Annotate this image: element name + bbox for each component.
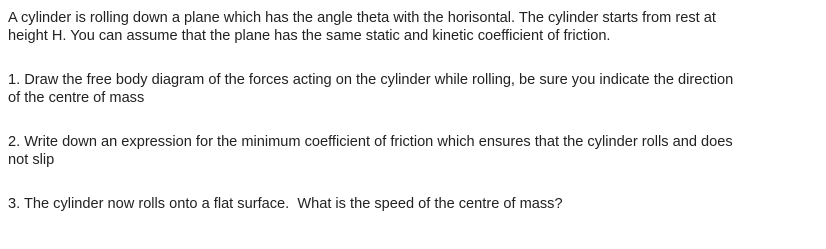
question-1 <box>8 71 820 107</box>
question-1-line-2: of the centre of mass <box>8 90 145 106</box>
problem-intro <box>8 9 820 45</box>
intro-line-1: A cylinder is rolling down a plane which has the angle theta with the horisontal. The cylinder starts from rest at <box>8 10 716 26</box>
question-1-line-1: 1. Draw the free body diagram of the forces acting on the cylinder while rolling, be sure you indicate the direction <box>8 72 734 88</box>
question-2-line-1: 2. Write down an expression for the minimum coefficient of friction which ensures that the cylinder rolls and does <box>8 134 733 150</box>
question-2-line-2: not slip <box>8 152 55 168</box>
question-3-line-1: 3. The cylinder now rolls onto a flat surface. What is the speed of the centre of mass? <box>8 196 563 212</box>
problem-text <box>8 9 820 213</box>
question-3 <box>8 195 820 213</box>
question-2 <box>8 133 820 169</box>
intro-line-2: height H. You can assume that the plane has the same static and kinetic coefficient of friction. <box>8 28 611 44</box>
